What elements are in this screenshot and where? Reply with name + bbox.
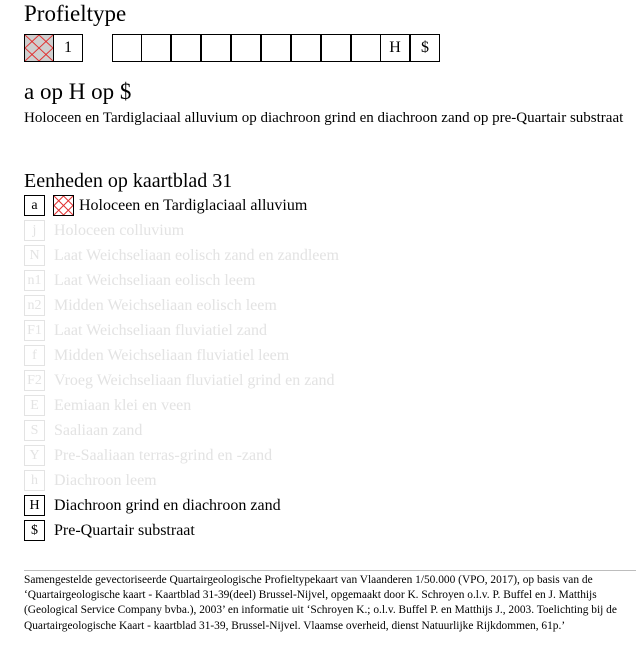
profile-formula: a op H op $: [24, 79, 132, 104]
unit-code: a: [24, 195, 45, 216]
unit-code: $: [24, 520, 45, 541]
unit-label: Laat Weichseliaan eolisch zand en zandleem: [54, 247, 339, 264]
unit-label: Diachroon leem: [54, 472, 157, 489]
units-heading: Eenheden op kaartblad 31: [24, 170, 233, 192]
profile-box: [201, 34, 231, 62]
profile-box: [291, 34, 321, 62]
unit-code: E: [24, 395, 45, 416]
profile-box: [321, 34, 351, 62]
unit-label: Pre-Quartair substraat: [54, 522, 195, 539]
profile-box: [261, 34, 291, 62]
profile-box-dollar: $: [410, 34, 440, 62]
profile-box: [171, 34, 201, 62]
unit-label: Holoceen colluvium: [54, 222, 185, 239]
profile-box: [112, 34, 142, 62]
unit-label: Pre-Saaliaan terras-grind en -zand: [54, 447, 273, 464]
unit-code: S: [24, 420, 45, 441]
unit-code: j: [24, 220, 45, 241]
unit-code: H: [24, 495, 45, 516]
unit-label: Midden Weichseliaan eolisch leem: [54, 297, 277, 314]
unit-label: Laat Weichseliaan eolisch leem: [54, 272, 256, 289]
unit-label: Vroeg Weichseliaan fluviatiel grind en zand: [54, 372, 335, 389]
source-footnote: Samengestelde gevectoriseerde Quartairgeologische Profieltypekaart van Vlaanderen 1/50.000 (VPO, 2017), op basis van de ‘Quartairgeologische kaart - Kaartblad 31-39(deel) Brussel-Nijvel, opgemaakt door K. Schroyen o.l.v. P. Buffel en J. Matthijs (Geological Service Company bvba.), 2003’ en informatie uit ‘Schroyen K.; o.l.v. Buffel P. en Matthijs J., 2003. Toelichting bij de Quartairgeologische Kaart - kaartblad 31-39, Brussel-Nijvel. Vlaamse overheid, dienst Natuurlijke Rijkdommen, 61p.’: [24, 574, 617, 632]
page-title: Profieltype: [24, 1, 127, 26]
unit-code: N: [24, 245, 45, 266]
alluvium-hatch-icon: [53, 195, 74, 216]
unit-code: f: [24, 345, 45, 366]
unit-label: Saaliaan zand: [54, 422, 143, 439]
unit-code: n1: [24, 270, 45, 291]
unit-label: Holoceen en Tardiglaciaal alluvium: [79, 197, 308, 214]
unit-label: Eemiaan klei en veen: [54, 397, 192, 414]
unit-code: h: [24, 470, 45, 491]
unit-code: Y: [24, 445, 45, 466]
profile-box-hatch: [24, 34, 54, 62]
profile-description: Holoceen en Tardiglaciaal alluvium op diachroon grind en diachroon zand op pre-Quartair substraat: [24, 110, 624, 126]
unit-label: Diachroon grind en diachroon zand: [54, 497, 281, 514]
profile-box: 1: [53, 34, 83, 62]
unit-label: Laat Weichseliaan fluviatiel zand: [54, 322, 267, 339]
footer-divider: [24, 570, 636, 571]
profile-box-H: H: [380, 34, 410, 62]
unit-code: F1: [24, 320, 45, 341]
unit-label: Midden Weichseliaan fluviatiel leem: [54, 347, 290, 364]
unit-code: n2: [24, 295, 45, 316]
alluvium-hatch-icon: [25, 35, 53, 61]
profile-box: [141, 34, 171, 62]
unit-code: F2: [24, 370, 45, 391]
profile-box: [231, 34, 261, 62]
profile-box: [351, 34, 381, 62]
